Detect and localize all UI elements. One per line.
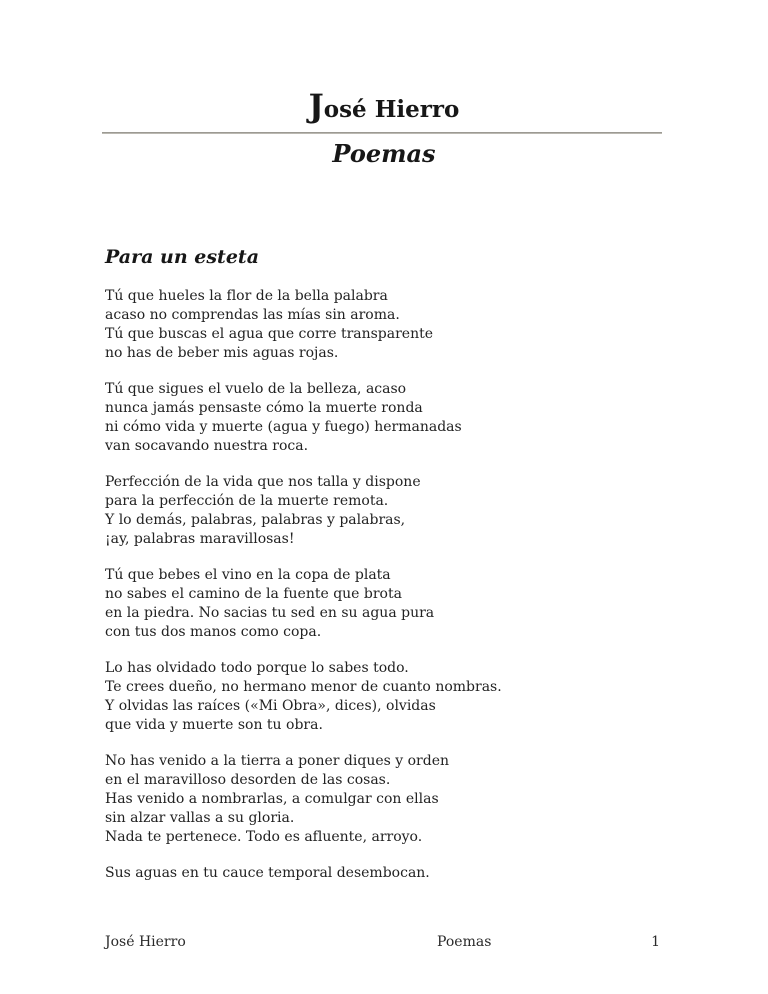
header-divider-rule (102, 132, 662, 134)
poem-line: Sus aguas en tu cauce temporal desembocan. (105, 865, 430, 881)
stanza (105, 287, 665, 363)
stanza (105, 864, 665, 883)
poem-line: Perfección de la vida que nos talla y dispone (105, 474, 421, 490)
poem-line: Te crees dueño, no hermano menor de cuanto nombras. (105, 679, 502, 695)
poem-line: Has venido a nombrarlas, a comulgar con ellas (105, 791, 439, 807)
poem-line: con tus dos manos como copa. (105, 624, 322, 640)
poem-title: Para un esteta (105, 246, 260, 268)
poem (105, 246, 665, 883)
poem-line: Tú que bebes el vino en la copa de plata (105, 567, 391, 583)
poem-line: sin alzar vallas a su gloria. (105, 810, 295, 826)
poem-line: no sabes el camino de la fuente que brota (105, 586, 402, 602)
stanza (105, 380, 665, 456)
poem-line: que vida y muerte son tu obra. (105, 717, 323, 733)
poem-line: ni cómo vida y muerte (agua y fuego) hermanadas (105, 419, 462, 435)
footer-author: José Hierro (105, 934, 186, 950)
poem-line: Tú que buscas el agua que corre transparente (105, 326, 434, 342)
poem-line: en el maravilloso desorden de las cosas. (105, 772, 391, 788)
poem-line: No has venido a la tierra a poner diques y orden (105, 753, 450, 769)
poem-line: Nada te pertenece. Todo es afluente, arroyo. (105, 829, 423, 845)
poem-line: Y lo demás, palabras, palabras y palabras, (105, 512, 406, 528)
footer-page-number: 1 (651, 934, 660, 950)
stanza (105, 752, 665, 847)
poem-line: Tú que sigues el vuelo de la belleza, acaso (105, 381, 407, 397)
stanza (105, 566, 665, 642)
poem-line: no has de beber mis aguas rojas. (105, 345, 339, 361)
stanza (105, 473, 665, 549)
poem-line: acaso no comprendas las mías sin aroma. (105, 307, 400, 323)
footer-title: Poemas (437, 934, 492, 950)
document-author-heading: José Hierro (308, 87, 460, 125)
poem-line: Y olvidas las raíces («Mi Obra», dices), olvidas (105, 698, 436, 714)
poem-line: Lo has olvidado todo porque lo sabes todo. (105, 660, 409, 676)
document-title-heading: Poemas (332, 139, 436, 168)
poem-line: en la piedra. No sacias tu sed en su agua pura (105, 605, 435, 621)
poem-line: para la perfección de la muerte remota. (105, 493, 389, 509)
poem-line: Tú que hueles la flor de la bella palabra (105, 288, 388, 304)
poem-line: van socavando nuestra roca. (105, 438, 309, 454)
page-footer (0, 933, 768, 952)
poem-line: ¡ay, palabras maravillosas! (105, 531, 295, 547)
stanza (105, 659, 665, 735)
poem-line: nunca jamás pensaste cómo la muerte ronda (105, 400, 423, 416)
